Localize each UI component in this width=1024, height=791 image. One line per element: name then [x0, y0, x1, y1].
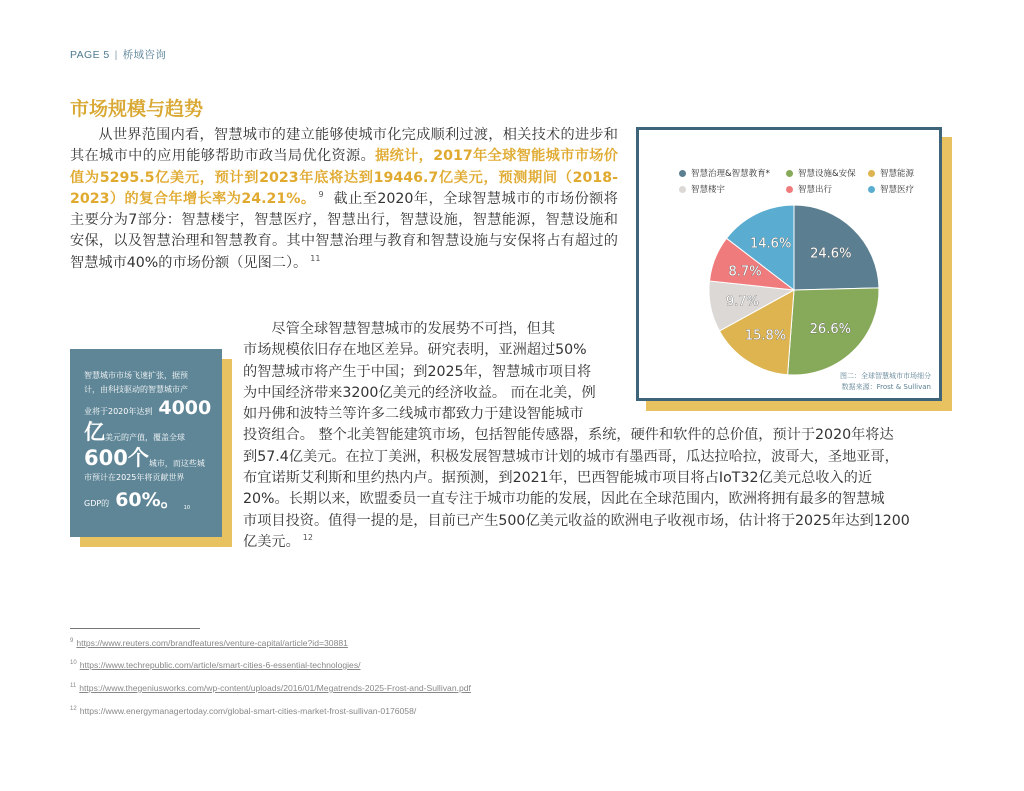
legend-label: 智慧设施&安保 [798, 169, 856, 179]
callout-line: 业将于2020年达到 [84, 407, 153, 416]
paragraph-line: 为中国经济带来3200亿美元的经济收益。 而在北美，例 [243, 384, 596, 401]
callout-line: 城市，而这些城 [148, 459, 205, 468]
highlight-statistic: 据统计，2017年全球智能城市市场价值为5295.5亿美元，预计到2023年底将达到19446.7亿美元，预测期间（2018-2023）的复合年增长率为24.21%。 [70, 148, 618, 207]
paragraph-line [243, 532, 949, 553]
paragraph-line: 布宜诺斯艾利斯和里约热内卢。据预测，到2021年，巴西智能城市项目将占IoT32亿美元总收入的近 [243, 470, 873, 487]
callout-row [84, 489, 210, 511]
pie-chart-panel [636, 127, 942, 401]
footnote-10 [70, 660, 361, 670]
paragraph-line: 的智慧城市将产生于中国；到2025年，智慧城市项目将 [243, 363, 592, 380]
legend-label: 智慧楼宇 [691, 185, 726, 195]
footnote-link[interactable]: https://www.reuters.com/brandfeatures/venture-capital/article?id=30881 [76, 638, 348, 648]
legend-label: 智慧医疗 [880, 185, 915, 195]
callout-line: 智慧城市市场飞速扩张，据预 [84, 371, 188, 380]
page-number: PAGE 5 [70, 49, 110, 61]
callout-line: 计，由科技驱动的智慧城市产 [84, 385, 188, 394]
footnote-divider [70, 628, 200, 629]
callout-line: GDP的 [84, 499, 110, 508]
pie-slice-label: 9.7% [725, 294, 759, 310]
footnote-ref-10[interactable]: 10 [183, 505, 191, 511]
pie-slice-label: 26.6% [809, 322, 851, 338]
footnote-11 [70, 683, 471, 693]
paragraph-line: 如丹佛和波特兰等许多二线城市都致力于建设智能城市 [243, 406, 584, 423]
legend-label: 智慧能源 [880, 169, 915, 179]
callout-big-percent: 60%。 [115, 489, 180, 511]
footnote-number: 12 [70, 706, 77, 713]
footnote-number: 10 [70, 660, 77, 667]
footnote-number: 11 [70, 683, 77, 690]
footnote-link[interactable]: https://www.techrepublic.com/article/smart-cities-6-essential-technologies/ [79, 660, 361, 670]
footnote-ref-9[interactable]: 9 [318, 190, 324, 200]
footnote-link[interactable]: https://www.thegeniusworks.com/wp-content/uploads/2016/01/Megatrends-2025-Frost-and-Sullivan.pdf [79, 683, 471, 693]
footnote-ref-11[interactable]: 11 [310, 254, 321, 264]
legend-label: 智慧治理&智慧教育* [691, 169, 770, 179]
footnote-number: 9 [70, 638, 74, 645]
chart-caption [840, 371, 931, 393]
header-separator: | [114, 49, 118, 61]
pie-slice-label: 15.8% [744, 328, 787, 344]
callout-row [84, 419, 210, 445]
paragraph-last-line: 亿美元。 [243, 533, 300, 550]
paragraph-line: 到57.4亿美元。在拉丁美洲，积极发展智慧城市计划的城市有墨西哥，瓜达拉哈拉，波哥大，圣地亚哥， [243, 448, 899, 465]
callout-big-number: 4000 [158, 397, 212, 419]
section-title: 市场规模与趋势 [70, 98, 204, 120]
pie-slice-label: 14.6% [750, 236, 792, 252]
callout-big-cities: 600个 [84, 446, 149, 470]
footnote-12 [70, 706, 416, 716]
paragraph-line: 投资组合。 整个北美智能建筑市场，包括智能传感器，系统，硬件和软件的总价值，预计于2020年将达 [243, 427, 894, 444]
pie-slice-label: 8.7% [728, 264, 762, 280]
legend-label: 智慧出行 [798, 185, 833, 195]
market-share-text: 截止至2020年，全球智慧城市的市场份额将主要分为7部分：智慧楼宇，智慧医疗，智慧出行，智慧设施，智慧能源，智慧设施和安保，以及智慧治理和智慧教育。其中智慧治理与教育和智慧设施与安保将占有超过的智慧城市40%的市场份额（见图二）。 [70, 190, 618, 271]
chart-source: 数据来源：Frost & Sullivan [841, 383, 931, 391]
pie-slice-label: 24.6% [810, 246, 852, 262]
footnote-text: https://www.energymanagertoday.com/global-smart-cities-market-frost-sullivan-0176058/ [79, 706, 417, 716]
paragraph-line: 市项目投资。值得一提的是，目前已产生500亿美元收益的欧洲电子收视市场，估计将于2025年达到1200 [243, 512, 910, 529]
footnote-ref-12[interactable]: 12 [302, 533, 313, 543]
callout-line: 市预计在2025年将贡献世界 [84, 473, 185, 482]
chart-title: 图二：全球智慧城市市场细分 [840, 372, 931, 380]
callout-big-unit: 亿 [84, 420, 105, 444]
paragraph-line: 市场规模依旧存在地区差异。研究表明，亚洲超过50% [243, 342, 587, 359]
paragraph-line: 尽管全球智慧智慧城市的发展势不可挡，但其 [271, 321, 556, 337]
paragraph-line: 20%。长期以来，欧盟委员一直专注于城市功能的发展，因此在全球范围内，欧洲将拥有最多的智慧城 [243, 491, 885, 508]
intro-text: 从世界范围内看，智慧城市的建立能够使城市化完成顺利过渡，相关技术的进步和其在城市中的应用能够帮助市政当局优化资源。 [70, 127, 618, 165]
paragraph-intro [70, 125, 618, 274]
callout-row [84, 445, 210, 471]
callout-box [70, 349, 222, 537]
pie-chart [639, 130, 939, 398]
footnote-9 [70, 638, 348, 648]
callout-line: 美元的产值，覆盖全球 [105, 433, 185, 442]
header-org: 桥域咨询 [122, 49, 167, 61]
page-header [70, 47, 166, 62]
callout-row [84, 397, 210, 419]
